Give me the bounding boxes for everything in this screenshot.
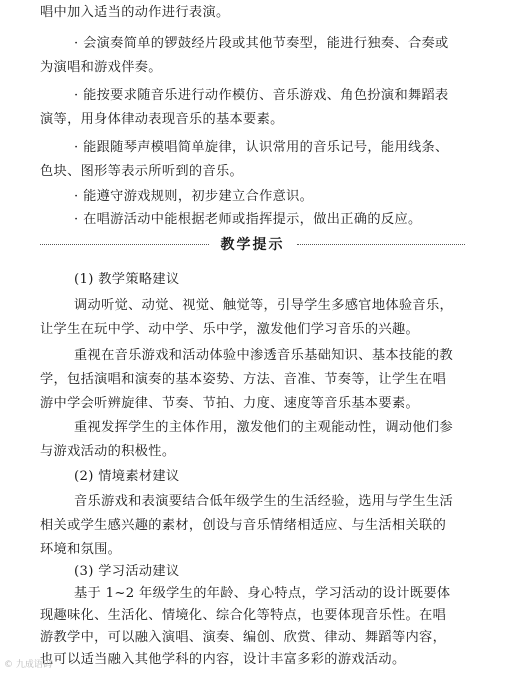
watermark: © 九成语码	[4, 660, 52, 670]
divider-rule-right	[297, 244, 466, 245]
bullet-line: · 能遵守游戏规则，初步建立合作意识。	[74, 189, 314, 204]
subsection-heading: (1) 教学策略建议	[74, 272, 180, 287]
text-line: 色块、图形等表示所听到的音乐。	[40, 164, 244, 179]
paragraph-line: 现趣味化、生活化、情境化、综合化等特点，也要体现音乐性。在唱	[40, 608, 447, 623]
subsection-heading: (2) 情境素材建议	[74, 469, 180, 484]
subsection-heading: (3) 学习活动建议	[74, 564, 180, 579]
paragraph-line: 重视在音乐游戏和活动体验中渗透音乐基础知识、基本技能的教	[74, 348, 454, 363]
paragraph-line: 与游戏活动的积极性。	[40, 444, 176, 459]
paragraph-line: 游教学中，可以融入演唱、演奏、编创、欣赏、律动、舞蹈等内容，	[40, 630, 447, 645]
paragraph-line: 游中学会听辨旋律、节奏、节拍、力度、速度等音乐基本要素。	[40, 396, 420, 411]
paragraph-line: 环境和氛围。	[40, 542, 122, 557]
section-divider	[40, 236, 465, 252]
paragraph-line: 调动听觉、动觉、视觉、触觉等，引导学生多感官地体验音乐，	[74, 298, 454, 313]
bullet-line: · 能跟随琴声模唱简单旋律，认识常用的音乐记号，能用线条、	[74, 140, 449, 155]
bullet-line: · 在唱游活动中能根据老师或指挥提示，做出正确的反应。	[74, 212, 422, 227]
paragraph-line: 相关或学生感兴趣的素材，创设与音乐情绪相适应、与生活相关联的	[40, 518, 447, 533]
bullet-line: · 能按要求随音乐进行动作模仿、音乐游戏、角色扮演和舞蹈表	[74, 88, 449, 103]
paragraph-line: 音乐游戏和表演要结合低年级学生的生活经验，选用与学生生活	[74, 494, 454, 509]
bullet-line: · 会演奏简单的锣鼓经片段或其他节奏型，能进行独奏、合奏或	[74, 36, 449, 51]
text-line: 演等，用身体律动表现音乐的基本要素。	[40, 112, 284, 127]
divider-rule-left	[40, 244, 209, 245]
paragraph-line: 基于 1~2 年级学生的年龄、身心特点，学习活动的设计既要体	[74, 586, 451, 601]
section-title: 教学提示	[220, 237, 285, 253]
paragraph-line: 让学生在玩中学、动中学、乐中学，激发他们学习音乐的兴趣。	[40, 322, 420, 337]
text-line: 为演唱和游戏伴奏。	[40, 60, 162, 75]
paragraph-line: 重视发挥学生的主体作用，激发他们的主观能动性，调动他们参	[74, 420, 454, 435]
paragraph-line: 也可以适当融入其他学科的内容，设计丰富多彩的游戏活动。	[40, 652, 406, 667]
paragraph-line: 学，包括演唱和演奏的基本姿势、方法、音准、节奏等，让学生在唱	[40, 372, 447, 387]
text-line: 唱中加入适当的动作进行表演。	[40, 5, 230, 20]
